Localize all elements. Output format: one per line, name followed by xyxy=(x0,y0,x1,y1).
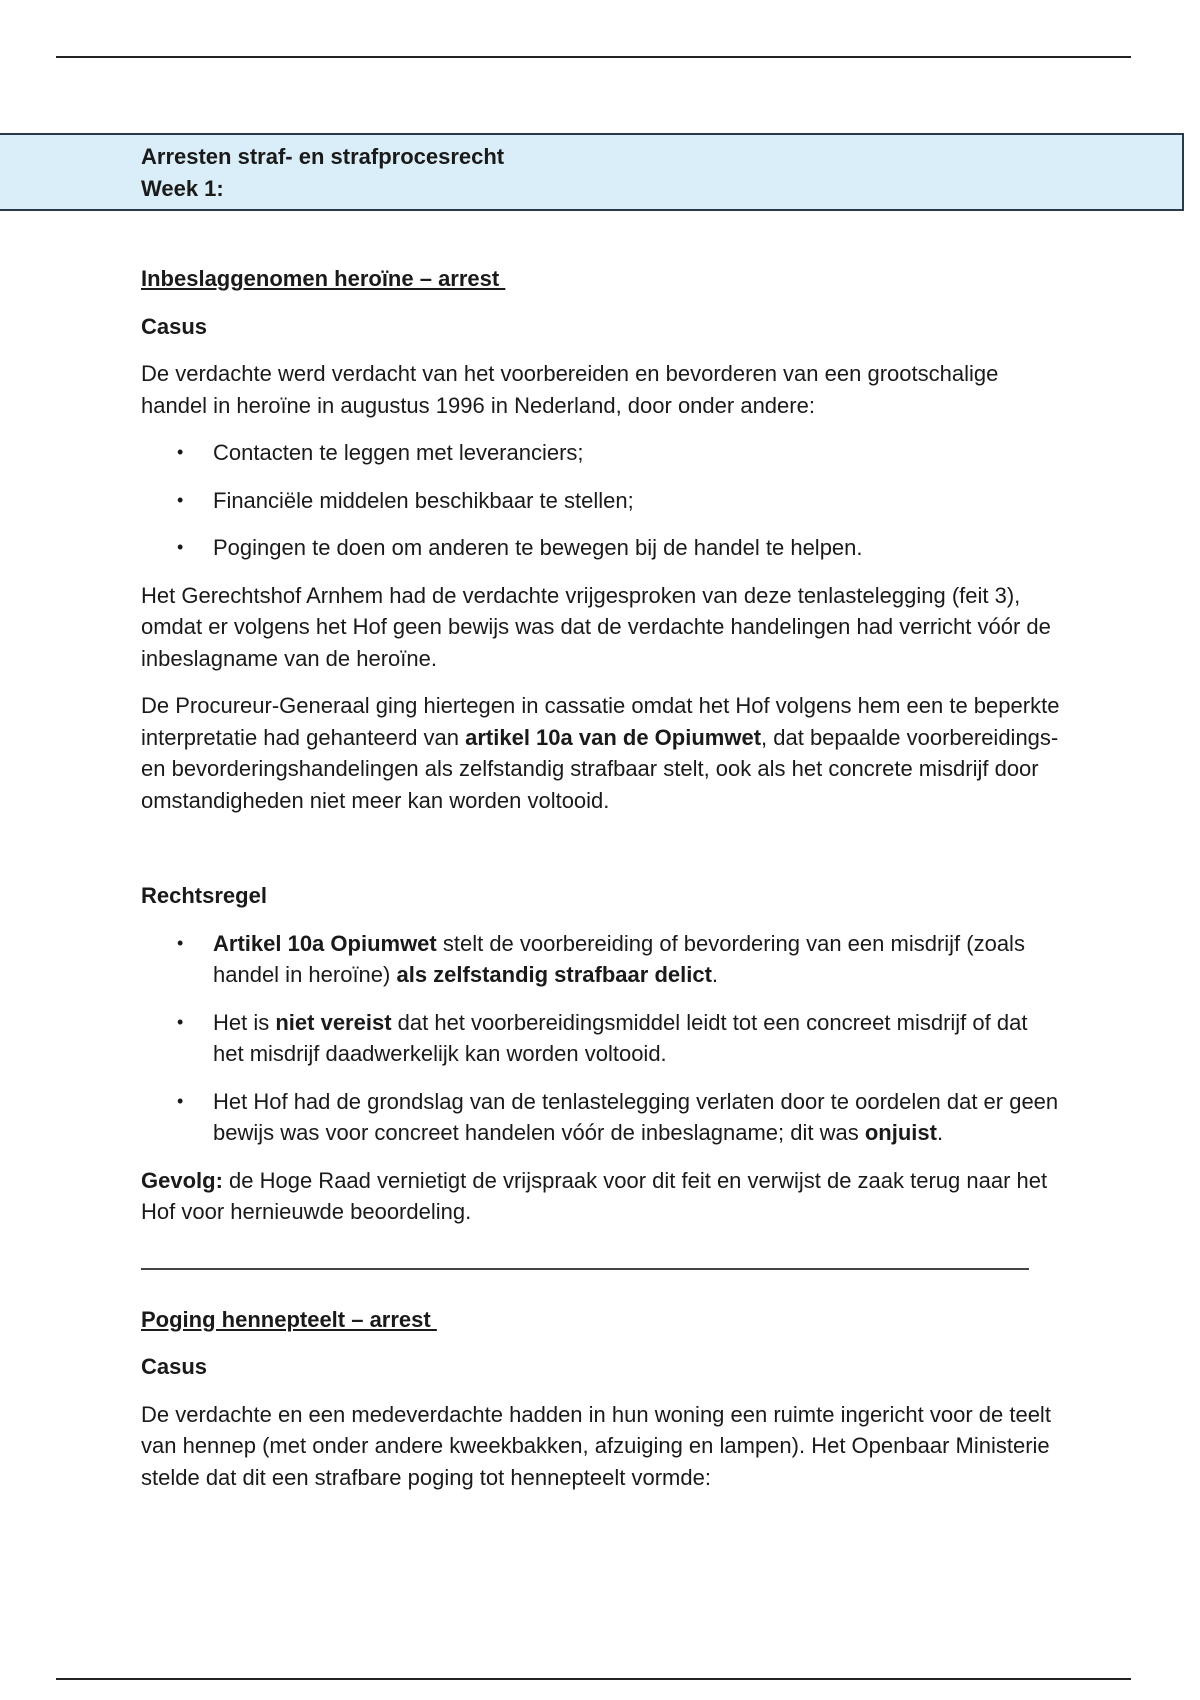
casus-intro: De verdachte en een medeverdachte hadden in hun woning een ruimte ingericht voor de teelt van hennep (met onder andere kweekbakken, afzuiging en lampen). Het Openbaar Ministerie stelde dat dit een strafbare poging tot hennepteelt vormde: xyxy=(141,1401,1051,1490)
rule2-bold-b: niet vereist xyxy=(275,1009,392,1035)
bullet-icon: • xyxy=(177,537,184,557)
cassation-article-bold: artikel 10a van de Opiumwet xyxy=(465,724,762,750)
rule1-text-d: . xyxy=(711,962,719,987)
list-item xyxy=(141,532,1061,564)
cassation-text-a: De Procureur-Generaal ging hiertegen in cassatie omdat het Hof volgens hem een te beperkte interpretatie had gehanteerd van xyxy=(141,693,1060,750)
rule3-text-c: . xyxy=(936,1120,944,1145)
case-title: Poging hennepteelt – arrest xyxy=(141,1306,437,1332)
rule-bullet-list xyxy=(141,928,1061,1149)
list-item xyxy=(141,437,1061,469)
document-header-box xyxy=(0,133,1184,211)
rule3-text-a: Het Hof had de grondslag van de tenlastelegging verlaten door te oordelen dat er geen bewijs was voor concreet handelen vóór de inbeslagname; dit was xyxy=(213,1088,1059,1145)
bullet-icon: • xyxy=(177,1090,184,1111)
rule2-text-a: Het is xyxy=(213,1009,276,1035)
casus-heading: Casus xyxy=(141,1354,208,1379)
cassation-text-c: , dat bepaalde voorbereidings- en bevorderingshandelingen als zelfstandig strafbaar stelt, ook als het concrete misdrijf door omstandigheden niet meer kan worden voltooid. xyxy=(141,724,1059,813)
rule-heading: Rechtsregel xyxy=(141,883,267,908)
gevolg-paragraph xyxy=(141,1165,1061,1228)
section-divider xyxy=(141,1268,1029,1270)
casus-heading: Casus xyxy=(141,313,208,339)
list-item xyxy=(141,1086,1061,1149)
page-bottom-rule xyxy=(56,1678,1131,1680)
gevolg-label: Gevolg: xyxy=(141,1167,223,1193)
rule3-bold-b: onjuist xyxy=(864,1120,937,1145)
list-item xyxy=(141,928,1061,991)
cassation-paragraph xyxy=(141,690,1061,816)
gevolg-text: de Hoge Raad vernietigt de vrijspraak voor dit feit en verwijst de zaak terug naar het Hof voor hernieuwde beoordeling. xyxy=(141,1167,1048,1224)
list-item-text: Pogingen te doen om anderen te bewegen bij de handel te helpen. xyxy=(213,535,863,560)
court-paragraph: Het Gerechtshof Arnhem had de verdachte vrijgesproken van deze tenlastelegging (feit 3), omdat er volgens het Hof geen bewijs was dat de verdachte handelingen had verricht vóór de inbeslagname van de heroïne. xyxy=(141,582,1051,671)
bullet-icon: • xyxy=(177,489,184,510)
document-title: Arresten straf- en strafprocesrecht xyxy=(141,144,505,169)
rule1-text-b: stelt de voorbereiding of bevordering van een misdrijf (zoals handel in heroïne) xyxy=(213,930,1025,987)
rule2-text-c: dat het voorbereidingsmiddel leidt tot een concreet misdrijf of dat het misdrijf daadwerkelijk kan worden voltooid. xyxy=(213,1009,1028,1066)
bullet-icon: • xyxy=(177,442,184,462)
list-item-text: Financiële middelen beschikbaar te stellen; xyxy=(213,487,634,513)
rule1-bold-a: Artikel 10a Opiumwet xyxy=(213,930,437,956)
list-item xyxy=(141,485,1061,517)
case-title: Inbeslaggenomen heroïne – arrest xyxy=(141,266,506,291)
vertical-spacer xyxy=(141,832,1061,880)
page-top-rule xyxy=(56,56,1131,58)
week-label: Week 1: xyxy=(141,176,224,201)
list-item-text: Contacten te leggen met leveranciers; xyxy=(213,440,584,465)
casus-intro: De verdachte werd verdacht van het voorbereiden en bevorderen van een grootschalige handel in heroïne in augustus 1996 in Nederland, door onder andere: xyxy=(141,361,999,418)
casus-bullet-list xyxy=(141,437,1061,564)
bullet-icon: • xyxy=(177,1011,184,1032)
document-body xyxy=(141,263,1061,1509)
list-item xyxy=(141,1007,1061,1070)
bullet-icon: • xyxy=(177,932,184,953)
rule1-bold-c: als zelfstandig strafbaar delict xyxy=(396,962,712,987)
